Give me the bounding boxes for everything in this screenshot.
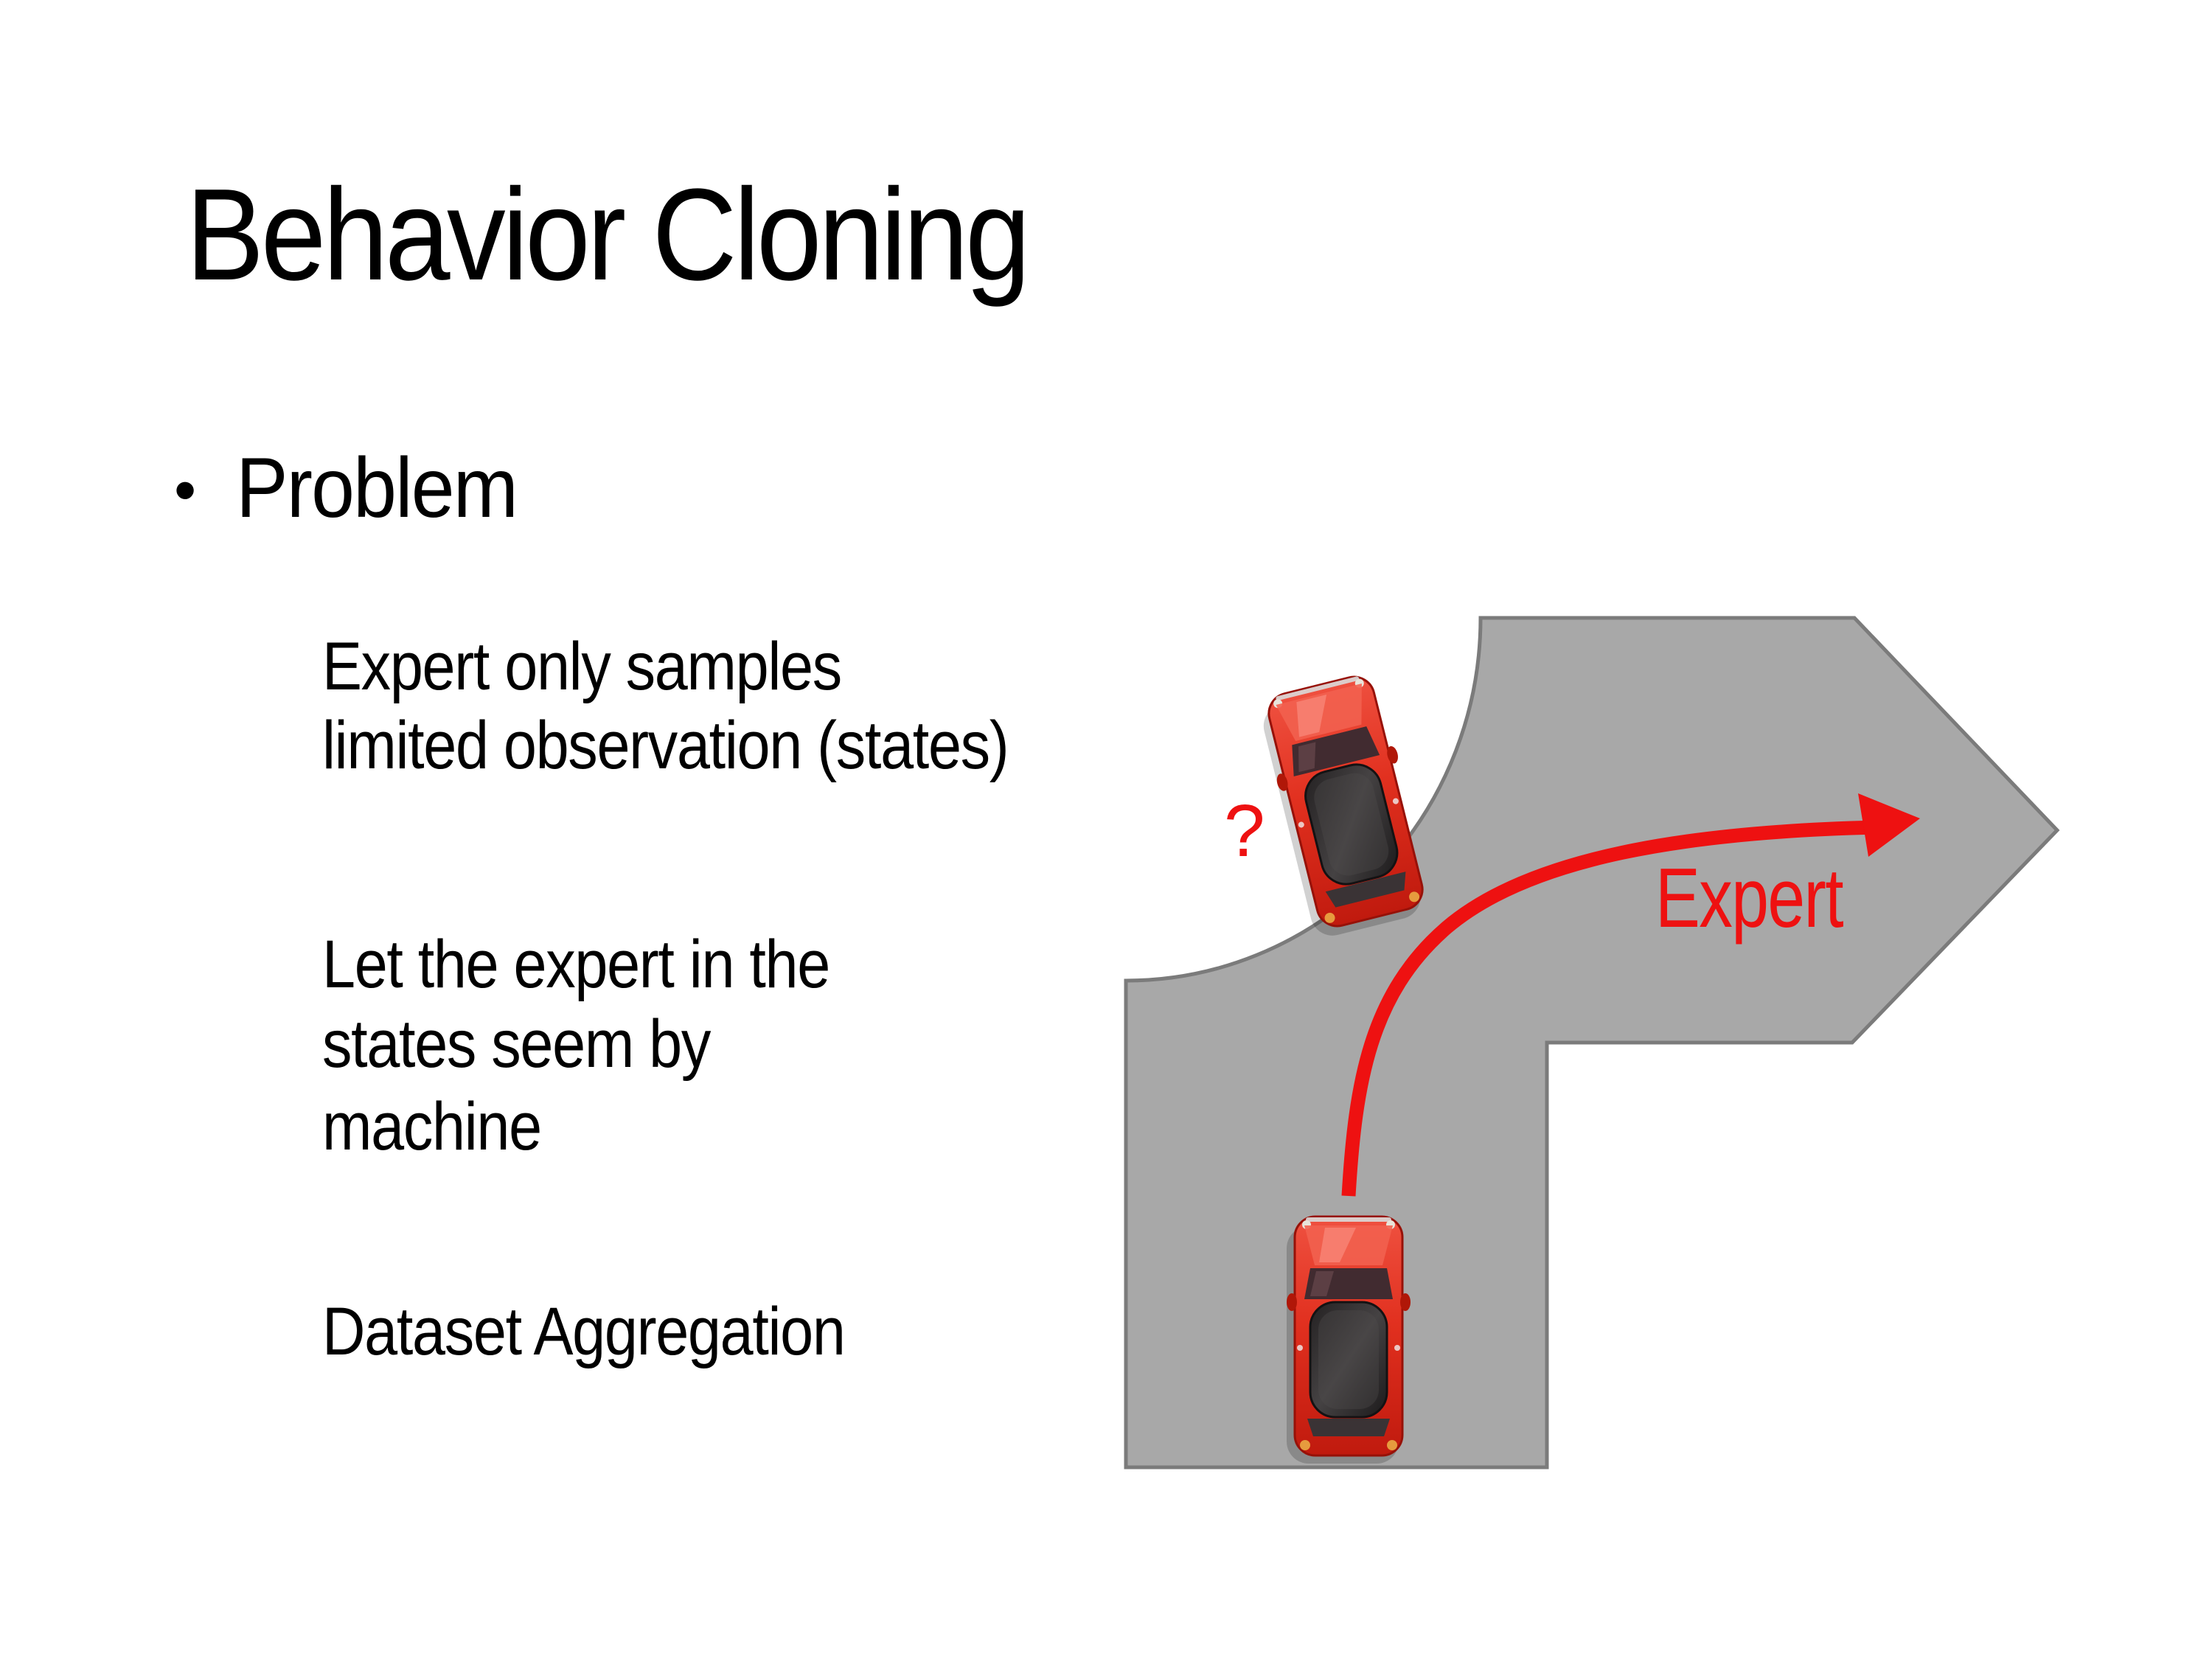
body-line-4: states seem by [322,1006,710,1082]
bullet-marker: • [174,455,197,526]
body-line-5: machine [322,1089,541,1164]
expert-car [1287,1217,1411,1464]
body-line-3: Let the expert in the [322,927,830,1002]
question-mark-label: ? [1224,790,1265,872]
body-line-1: Expert only samples [322,629,841,704]
body-line-6: Dataset Aggregation [322,1294,845,1369]
slide-title: Behavior Cloning [186,161,1028,307]
body-line-2: limited observation (states) [322,708,1009,783]
off-course-car [1256,670,1436,940]
expert-label: Expert [1655,852,1843,945]
road-shape [1126,618,2057,1467]
bullet-label: Problem [236,441,518,535]
